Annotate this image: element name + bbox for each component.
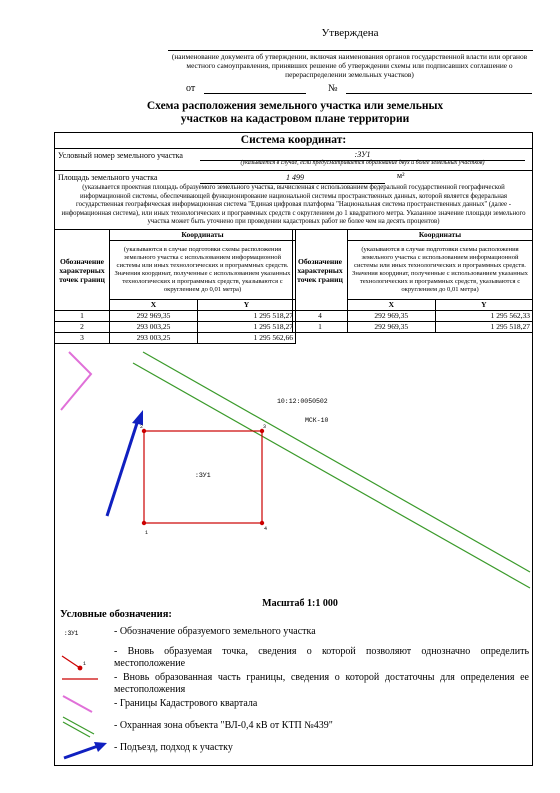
header-coords: Координаты [110, 230, 296, 241]
table-row [293, 311, 533, 322]
zone-map-label: МСК-10 [305, 417, 329, 424]
legend-title: Условные обозначения: [60, 609, 172, 620]
table-row [55, 322, 296, 333]
parcel-number-value: :ЗУ1 [354, 150, 371, 159]
coords-table-left [54, 229, 296, 344]
header-x: X [110, 300, 198, 311]
legend-sample-access [60, 740, 110, 762]
approved-doc-line [168, 50, 533, 51]
quarter-boundary [61, 352, 91, 410]
cell-point: 4 [293, 311, 348, 322]
header-y: Y [435, 300, 532, 311]
access-arrow [107, 420, 138, 516]
number-line [346, 93, 532, 94]
zone-line-inner [133, 363, 530, 588]
cell-x: 293 003,25 [110, 333, 198, 344]
cell-x: 292 969,35 [348, 311, 436, 322]
cell-point: 3 [55, 333, 110, 344]
parcel-number-note: (указывается в случае, если предусматривается образование двух и более земельных участков) [240, 160, 485, 166]
legend-item-boundary: - Вновь образованная часть границы, сведения о которой достаточны для определения ее местоположения [114, 672, 529, 695]
point-label: 2 [140, 424, 144, 430]
from-label: от [186, 83, 196, 94]
area-label: Площадь земельного участка [58, 173, 158, 182]
header-y: Y [198, 300, 296, 311]
cell-x: 293 003,25 [110, 322, 198, 333]
cell-x: 292 969,35 [110, 311, 198, 322]
approved-heading: Утверждена [321, 27, 379, 39]
legend-point-number: 1 [83, 661, 87, 667]
coordinate-system-title: Система координат: [240, 134, 347, 146]
page-title [60, 100, 530, 126]
point-label: 1 [145, 530, 149, 536]
legend-item-zone: - Охранная зона объекта "ВЛ-0,4 кВ от КТП №439" [114, 720, 333, 731]
legend-sample-boundary [60, 672, 100, 686]
table-row [293, 322, 533, 333]
parcel-map-label: :ЗУ1 [195, 472, 211, 479]
table-row [55, 333, 296, 344]
area-value: 1 499 [286, 173, 304, 182]
cell-point: 1 [293, 322, 348, 333]
parcel-point [260, 521, 264, 525]
table-row [55, 311, 296, 322]
parcel-divider [54, 170, 533, 171]
legend-item-quarter: - Границы Кадастрового квартала [114, 698, 258, 709]
parcel-number-label: Условный номер земельного участка [58, 151, 183, 160]
area-unit: м² [397, 171, 405, 180]
header-x: X [348, 300, 436, 311]
parcel-point [142, 521, 146, 525]
legend-item-point: - Вновь образуемая точка, сведения о которой позволяют однозначно определить местоположение [114, 646, 529, 669]
cell-y: 1 295 562,33 [435, 311, 532, 322]
title-line-1: Схема расположения земельного участка или земельных [146, 100, 444, 112]
number-label: № [328, 83, 338, 94]
legend-sample-zone [60, 714, 100, 738]
cell-y: 1 295 562,66 [198, 333, 296, 344]
point-label: 3 [263, 424, 267, 430]
cell-point: 1 [55, 311, 110, 322]
header-coords: Координаты [348, 230, 533, 241]
cadastral-number-label: 10:12:0050502 [277, 398, 328, 405]
cell-point: 2 [55, 322, 110, 333]
access-arrowhead [132, 410, 143, 425]
zone-line-outer [143, 352, 530, 572]
date-line [204, 93, 306, 94]
area-note: (указывается проектная площадь образуемого земельного участка, вычисленная с использованием федеральной государственной географической информационной системы, обеспечивающей функционирование национальной системы пространственных данных, которой является федеральная государственная географическая информационная система "Единая цифровая платформа "Национальная система пространственных данных" (далее - информационная система), или иных технологических и программных средств с округлением до 1 квадратного метра. Указанное значение площади земельного участка может быть уточнено при проведении кадастровых работ не более чем на десять процентов) [61, 184, 526, 226]
legend-item-access: - Подъезд, подход к участку [114, 742, 233, 753]
title-line-2: участков на кадастровом плане территории [180, 113, 410, 125]
coords-title-divider [54, 148, 533, 149]
cadastral-map [55, 348, 532, 594]
header-points: Обозначение характерных точек границ [293, 230, 348, 311]
legend-item-parcel: - Обозначение образуемого земельного участка [114, 626, 316, 637]
coords-table-right [292, 229, 533, 333]
legend-sample-quarter [60, 693, 100, 715]
approved-note: (наименование документа об утверждении, включая наименования органов государственной власти или органов местного самоуправления, принявших решение об утверждении схемы или подписавших соглашение о перераспределении земельных участков) [171, 52, 528, 79]
point-label: 4 [264, 526, 268, 532]
cell-y: 1 295 518,27 [198, 322, 296, 333]
scale-label: Масштаб 1:1 000 [262, 598, 338, 609]
header-points: Обозначение характерных точек границ [55, 230, 110, 311]
cell-y: 1 295 518,27 [198, 311, 296, 322]
cell-y: 1 295 518,27 [435, 322, 532, 333]
cell-x: 292 969,35 [348, 322, 436, 333]
legend-sample-parcel: :ЗУ1 [64, 630, 79, 637]
coords-note: (указываются в случае подготовки схемы расположения земельного участка с использованием информационной системы или иных технологических и программных средств. Значения координат, полученные с использованием указанных технологических и программных средств, указываются с округлением до 0,01 метра) [110, 241, 296, 300]
legend-sample-point [60, 652, 90, 674]
coords-note: (указываются в случае подготовки схемы расположения земельного участка с использованием информационной системы или иных технологических и программных средств. Значения координат, полученные с использованием указанных технологических и программных средств, указываются с округлением до 0,01 метра) [348, 241, 533, 300]
